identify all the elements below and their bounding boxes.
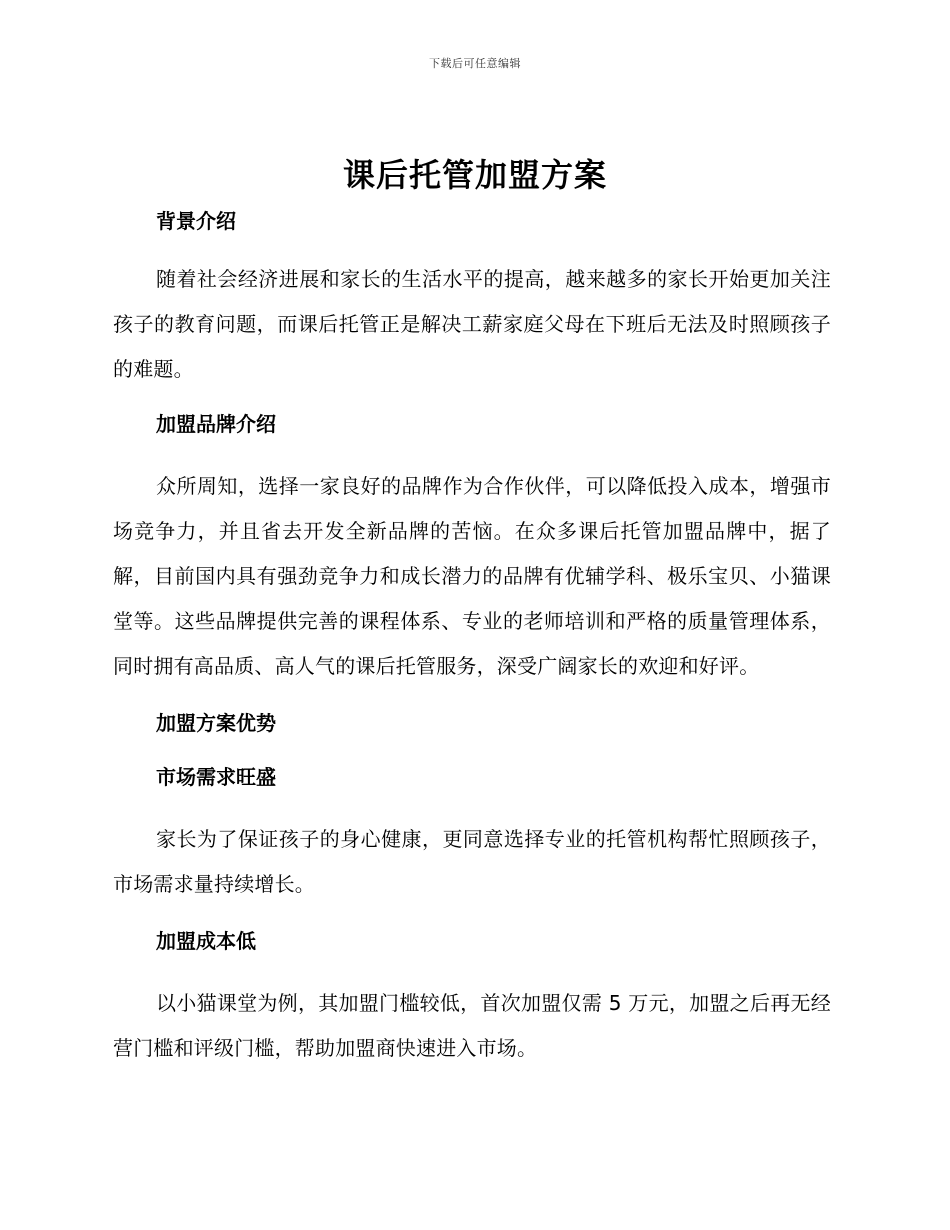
section-paragraph-low-cost: 以小猫课堂为例，其加盟门槛较低，首次加盟仅需 5 万元，加盟之后再无经营门槛和评级门槛，帮助加盟商快速进入市场。 [113, 991, 831, 1060]
section-heading-market-demand: 市场需求旺盛 [156, 765, 276, 789]
section-heading-brand-intro: 加盟品牌介绍 [156, 412, 276, 436]
section-heading-low-cost: 加盟成本低 [156, 929, 256, 953]
page-header-note: 下载后可任意编辑 [429, 57, 521, 70]
document-title: 课后托管加盟方案 [342, 156, 607, 194]
document-body [113, 205, 831, 1071]
section-heading-advantages: 加盟方案优势 [156, 711, 276, 735]
section-heading-background: 背景介绍 [156, 209, 236, 233]
section-paragraph-brand-intro: 众所周知，选择一家良好的品牌作为合作伙伴，可以降低投入成本，增强市场竞争力，并且省去开发全新品牌的苦恼。在众多课后托管加盟品牌中，据了解，目前国内具有强劲竞争力和成长潜力的品牌有优辅学科、极乐宝贝、小猫课堂等。这些品牌提供完善的课程体系、专业的老师培训和严格的质量管理体系，同时拥有高品质、高人气的课后托管服务，深受广阔家长的欢迎和好评。 [113, 474, 831, 678]
section-paragraph-market-demand: 家长为了保证孩子的身心健康，更同意选择专业的托管机构帮忙照顾孩子，市场需求量持续增长。 [113, 827, 831, 896]
section-paragraph-background: 随着社会经济进展和家长的生活水平的提高，越来越多的家长开始更加关注孩子的教育问题，而课后托管正是解决工薪家庭父母在下班后无法及时照顾孩子的难题。 [113, 267, 831, 381]
